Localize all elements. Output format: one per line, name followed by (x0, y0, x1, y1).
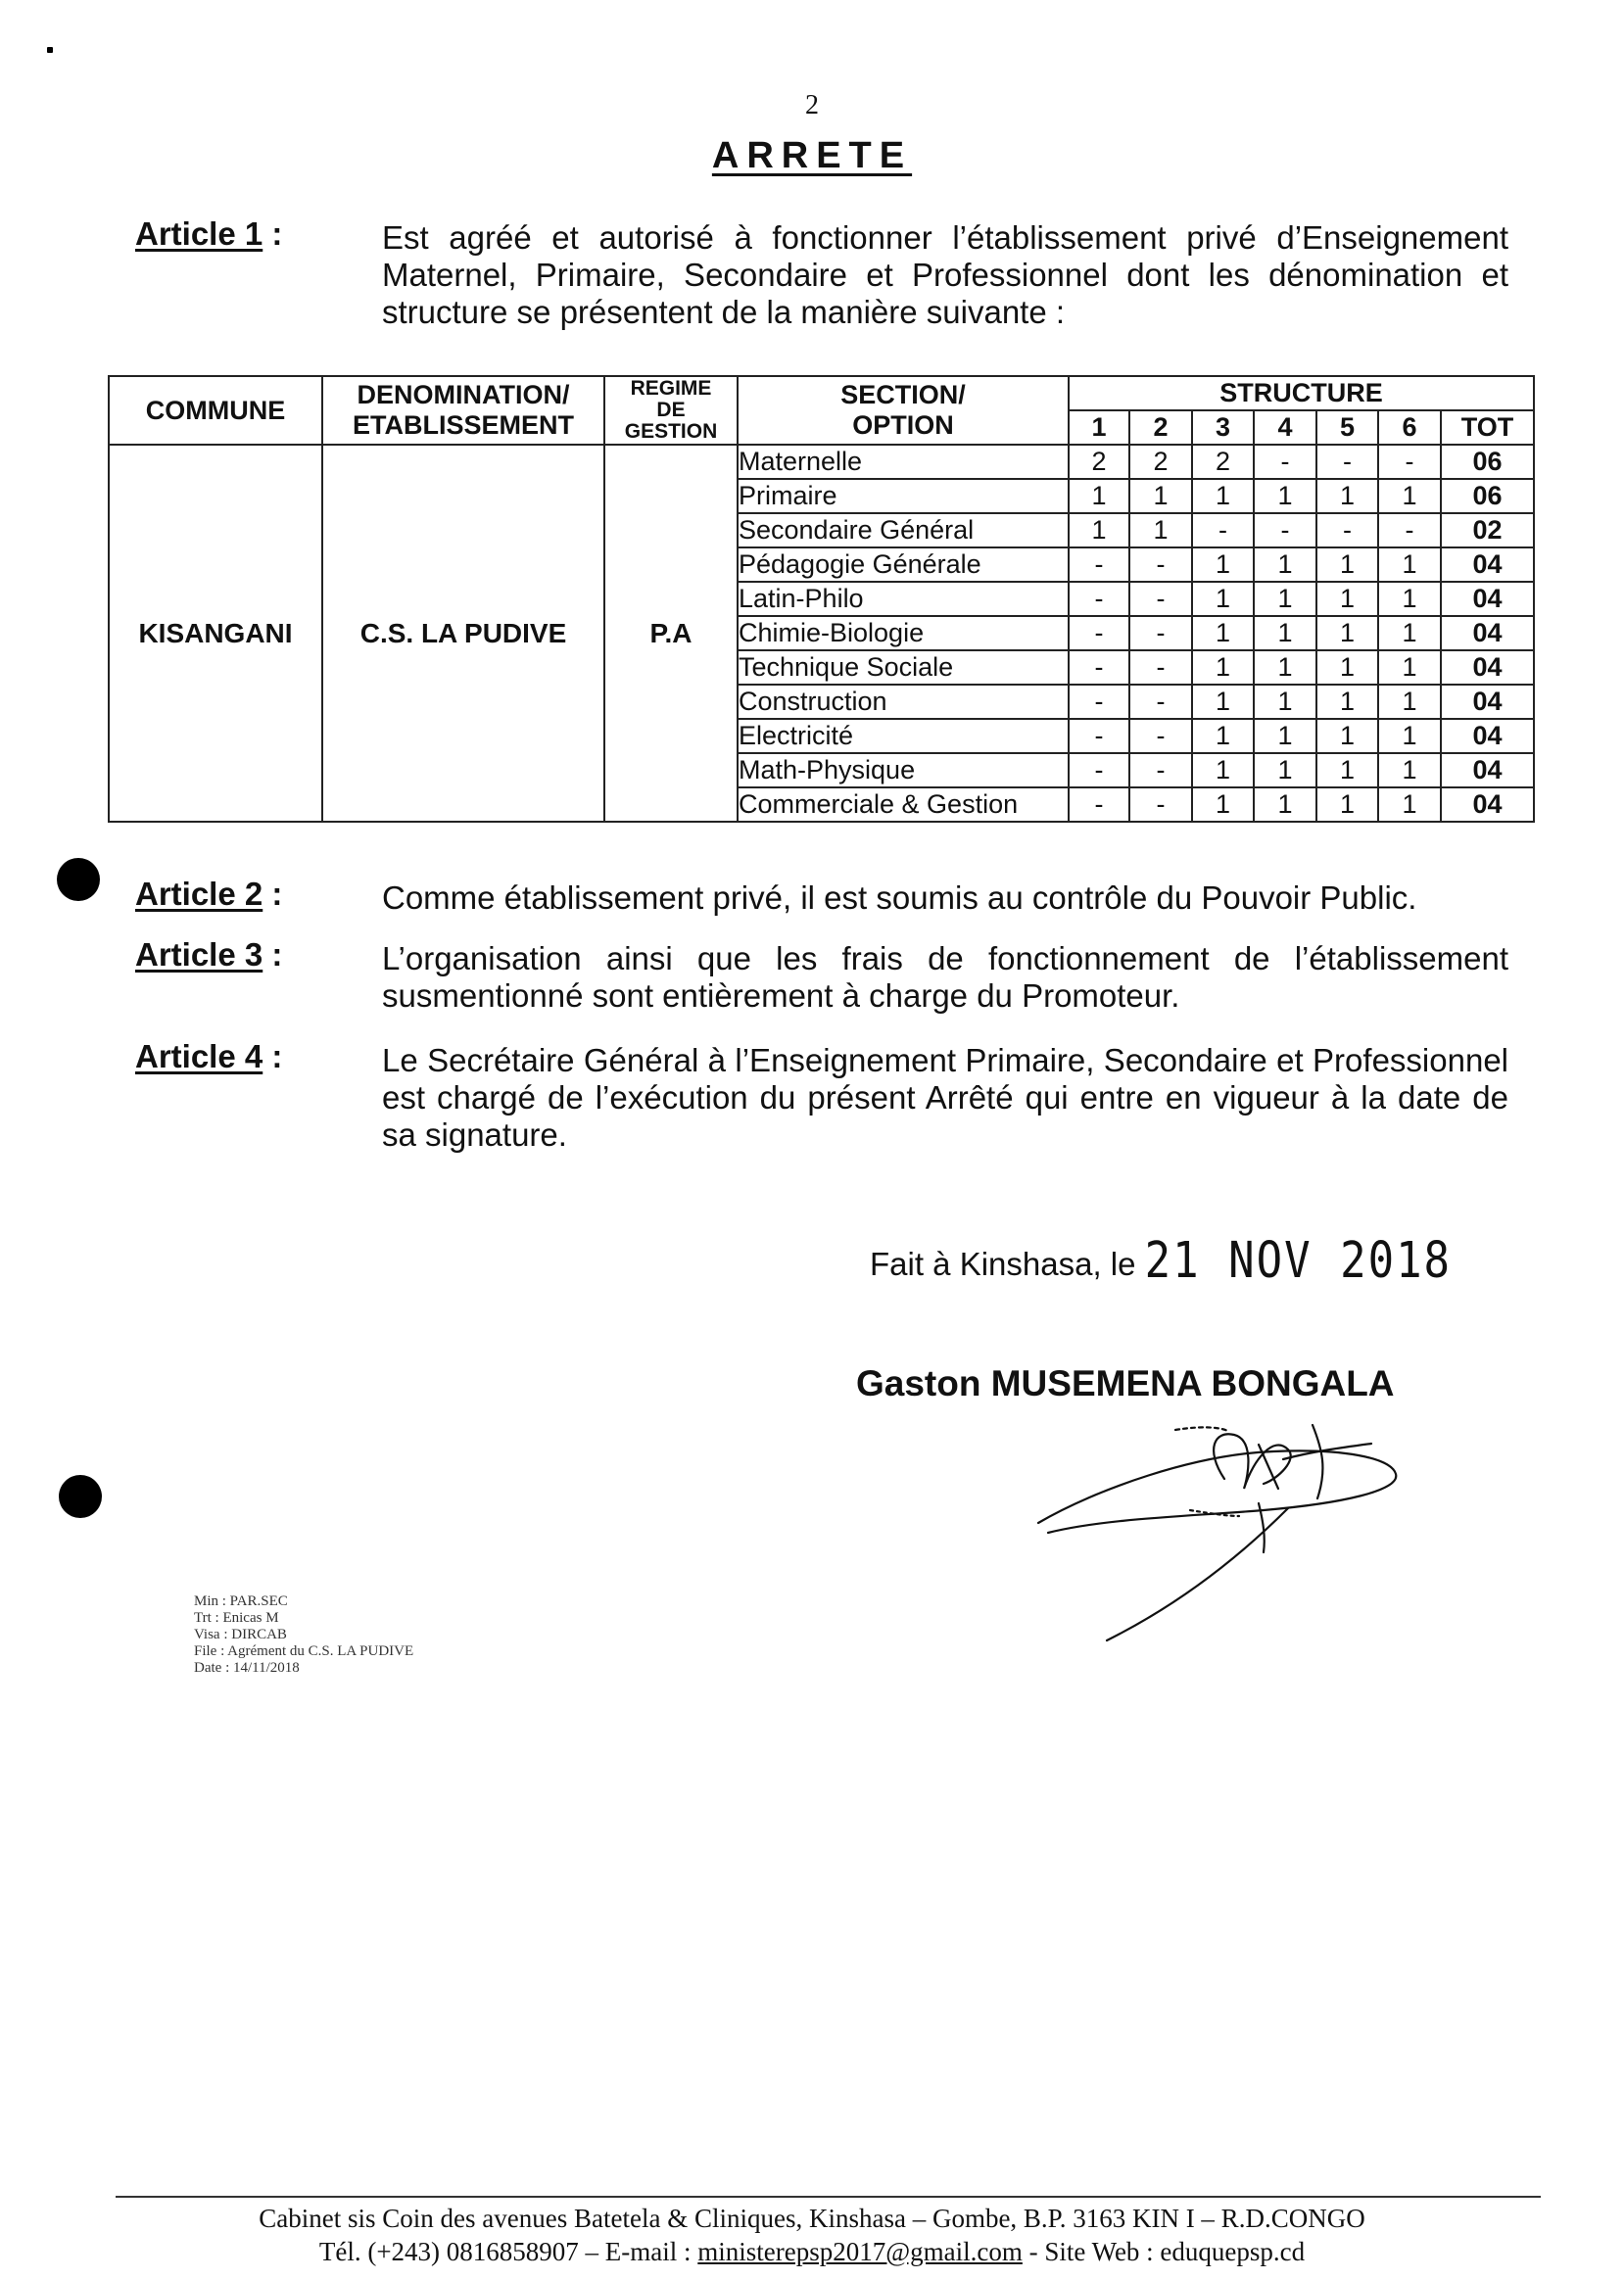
total-cell: 04 (1441, 547, 1534, 582)
article-3-label: Article 3 : (135, 936, 283, 973)
header-year: 1 (1069, 410, 1129, 445)
regime-cell: P.A (604, 445, 738, 822)
year-count-cell: 2 (1069, 445, 1129, 479)
header-year: 2 (1129, 410, 1192, 445)
year-count-cell: - (1129, 753, 1192, 787)
total-cell: 04 (1441, 787, 1534, 822)
year-count-cell: 2 (1129, 445, 1192, 479)
header-commune: COMMUNE (109, 376, 322, 445)
reference-lines: Min : PAR.SEC Trt : Enicas M Visa : DIRCAB File : Agrément du C.S. LA PUDIVE Date : 14/11/2018 (194, 1593, 414, 1676)
total-cell: 06 (1441, 479, 1534, 513)
year-count-cell: 1 (1254, 616, 1316, 650)
option-cell: Primaire (738, 479, 1069, 513)
total-cell: 06 (1441, 445, 1534, 479)
year-count-cell: - (1254, 513, 1316, 547)
year-count-cell: 1 (1254, 719, 1316, 753)
page-number: 2 (805, 90, 819, 120)
article-2-label: Article 2 : (135, 876, 283, 912)
year-count-cell: 1 (1316, 547, 1378, 582)
year-count-cell: 1 (1378, 547, 1441, 582)
option-cell: Construction (738, 685, 1069, 719)
document-title: ARRETE (711, 135, 913, 176)
footer-divider (116, 2196, 1541, 2198)
year-count-cell: 2 (1192, 445, 1254, 479)
header-year: 6 (1378, 410, 1441, 445)
structure-table (108, 375, 1535, 823)
year-count-cell: 1 (1316, 787, 1378, 822)
year-count-cell: - (1316, 445, 1378, 479)
header-regime: REGIME DE GESTION (604, 376, 738, 445)
footer-address: Cabinet sis Coin des avenues Batetela & Cliniques, Kinshasa – Gombe, B.P. 3163 KIN I – R.D.CONGO (259, 2204, 1365, 2233)
footer-email-link[interactable]: ministerepsp2017@gmail.com (697, 2237, 1023, 2266)
article-1-text: Est agréé et autorisé à fonctionner l’établissement privé d’Enseignement Maternel, Primaire, Secondaire et Professionnel dont les dénomination et structure se présentent de la manière suivante : (382, 219, 1508, 330)
year-count-cell: 1 (1254, 753, 1316, 787)
year-count-cell: - (1129, 616, 1192, 650)
denomination-cell: C.S. LA PUDIVE (322, 445, 604, 822)
year-count-cell: 1 (1192, 787, 1254, 822)
total-cell: 04 (1441, 685, 1534, 719)
year-count-cell: - (1129, 685, 1192, 719)
header-year: 3 (1192, 410, 1254, 445)
year-count-cell: - (1069, 650, 1129, 685)
option-cell: Commerciale & Gestion (738, 787, 1069, 822)
year-count-cell: 1 (1316, 753, 1378, 787)
article-4-text: Le Secrétaire Général à l’Enseignement Primaire, Secondaire et Professionnel est chargé de l’exécution du présent Arrêté qui entre en vigueur à la date de sa signature. (382, 1042, 1508, 1153)
year-count-cell: - (1192, 513, 1254, 547)
year-count-cell: 1 (1254, 650, 1316, 685)
year-count-cell: 1 (1316, 582, 1378, 616)
year-count-cell: - (1069, 616, 1129, 650)
year-count-cell: 1 (1316, 719, 1378, 753)
year-count-cell: 1 (1192, 719, 1254, 753)
commune-cell: KISANGANI (109, 445, 322, 822)
option-cell: Maternelle (738, 445, 1069, 479)
total-cell: 02 (1441, 513, 1534, 547)
year-count-cell: - (1316, 513, 1378, 547)
option-cell: Electricité (738, 719, 1069, 753)
signatory-name: Gaston MUSEMENA BONGALA (856, 1363, 1395, 1403)
year-count-cell: 1 (1378, 753, 1441, 787)
header-year: 5 (1316, 410, 1378, 445)
year-count-cell: - (1378, 445, 1441, 479)
total-cell: 04 (1441, 753, 1534, 787)
year-count-cell: 1 (1192, 582, 1254, 616)
header-year: 4 (1254, 410, 1316, 445)
total-cell: 04 (1441, 582, 1534, 616)
option-cell: Technique Sociale (738, 650, 1069, 685)
year-count-cell: 1 (1129, 479, 1192, 513)
year-count-cell: 1 (1192, 753, 1254, 787)
total-cell: 04 (1441, 650, 1534, 685)
article-3-text: L’organisation ainsi que les frais de fonctionnement de l’établissement susmentionné sont entièrement à charge du Promoteur. (382, 940, 1508, 1014)
header-section: SECTION/ OPTION (738, 376, 1069, 445)
punch-hole-mark (57, 858, 100, 901)
year-count-cell: 1 (1254, 582, 1316, 616)
year-count-cell: 1 (1254, 685, 1316, 719)
year-count-cell: - (1129, 719, 1192, 753)
header-total: TOT (1441, 410, 1534, 445)
year-count-cell: - (1069, 547, 1129, 582)
year-count-cell: - (1129, 787, 1192, 822)
option-cell: Pédagogie Générale (738, 547, 1069, 582)
year-count-cell: 1 (1378, 479, 1441, 513)
year-count-cell: - (1069, 685, 1129, 719)
article-4-label: Article 4 : (135, 1038, 283, 1074)
year-count-cell: - (1069, 719, 1129, 753)
punch-hole-mark (47, 47, 53, 53)
year-count-cell: 1 (1316, 479, 1378, 513)
year-count-cell: 1 (1378, 616, 1441, 650)
year-count-cell: 1 (1378, 582, 1441, 616)
option-cell: Secondaire Général (738, 513, 1069, 547)
year-count-cell: 1 (1378, 685, 1441, 719)
year-count-cell: - (1129, 650, 1192, 685)
year-count-cell: 1 (1254, 547, 1316, 582)
year-count-cell: 1 (1192, 479, 1254, 513)
handwritten-signature (1019, 1342, 1450, 1655)
year-count-cell: 1 (1316, 616, 1378, 650)
option-cell: Chimie-Biologie (738, 616, 1069, 650)
year-count-cell: 1 (1192, 616, 1254, 650)
year-count-cell: 1 (1192, 547, 1254, 582)
option-cell: Math-Physique (738, 753, 1069, 787)
year-count-cell: 1 (1378, 787, 1441, 822)
year-count-cell: - (1129, 547, 1192, 582)
year-count-cell: - (1069, 753, 1129, 787)
place-and-date: Fait à Kinshasa, le 21 NOV 2018 (870, 1232, 1453, 1290)
year-count-cell: 1 (1254, 479, 1316, 513)
article-2-text: Comme établissement privé, il est soumis au contrôle du Pouvoir Public. (382, 879, 1417, 916)
year-count-cell: - (1129, 582, 1192, 616)
year-count-cell: - (1069, 582, 1129, 616)
article-1-label: Article 1 : (135, 215, 283, 252)
year-count-cell: 1 (1378, 719, 1441, 753)
header-denomination: DENOMINATION/ ETABLISSEMENT (322, 376, 604, 445)
year-count-cell: 1 (1316, 685, 1378, 719)
year-count-cell: 1 (1069, 513, 1129, 547)
year-count-cell: 1 (1069, 479, 1129, 513)
header-structure: STRUCTURE (1069, 376, 1534, 410)
year-count-cell: 1 (1378, 650, 1441, 685)
option-cell: Latin-Philo (738, 582, 1069, 616)
year-count-cell: - (1254, 445, 1316, 479)
year-count-cell: 1 (1129, 513, 1192, 547)
footer-contact: Tél. (+243) 0816858907 – E-mail : ministerepsp2017@gmail.com - Site Web : eduquepsp.cd (318, 2237, 1306, 2266)
year-count-cell: 1 (1316, 650, 1378, 685)
year-count-cell: - (1069, 787, 1129, 822)
table-row (109, 445, 1534, 479)
date-stamp: 21 NOV 2018 (1144, 1232, 1453, 1290)
year-count-cell: - (1378, 513, 1441, 547)
total-cell: 04 (1441, 719, 1534, 753)
year-count-cell: 1 (1192, 685, 1254, 719)
year-count-cell: 1 (1192, 650, 1254, 685)
year-count-cell: 1 (1254, 787, 1316, 822)
punch-hole-mark (59, 1475, 102, 1518)
total-cell: 04 (1441, 616, 1534, 650)
